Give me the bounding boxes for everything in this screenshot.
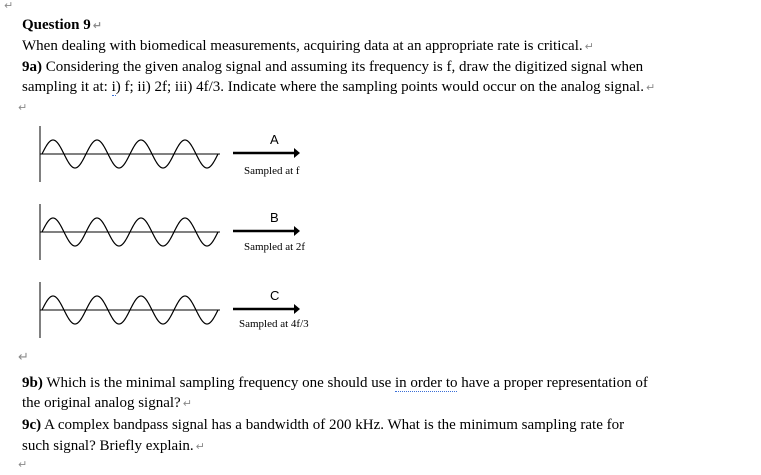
paragraph-mark: ↵ [645, 81, 656, 94]
q9b-text-1-pre: Which is the minimal sampling frequency one should use [42, 375, 395, 391]
q9c-text-2: such signal? Briefly explain. [22, 438, 194, 454]
q9b-text-2: the original analog signal? [22, 395, 181, 411]
paragraph-mark: ↵ [182, 397, 192, 410]
paragraph-mark: ↵ [4, 0, 14, 12]
figure-row-c [38, 278, 308, 338]
q9c-line-2 [22, 437, 205, 456]
q9a-text-2-i: i [111, 79, 116, 95]
paragraph-mark: ↵ [195, 440, 205, 453]
figure-row-a [38, 122, 308, 182]
intro-paragraph [22, 37, 594, 56]
question-title-text: Question 9 [22, 17, 91, 33]
q9b-text-1-link: in order to [395, 375, 458, 391]
figure-caption-b: Sampled at 2f [244, 241, 306, 253]
q9c-text-1: A complex bandpass signal has a bandwidth of 200 kHz. What is the minimum sampling rate for [41, 417, 625, 433]
q9a-label: 9a) [22, 59, 42, 75]
q9c-label: 9c) [22, 417, 42, 433]
analog-signal-c [38, 278, 308, 340]
q9c-line-1 [22, 416, 624, 434]
q9b-label: 9b) [22, 375, 43, 391]
paragraph-mark: ↵ [18, 458, 28, 471]
q9a-text-1: Considering the given analog signal and assuming its frequency is f, draw the digitized signal when [42, 59, 644, 75]
paragraph-mark: ↵ [18, 101, 28, 114]
question-title [22, 16, 102, 35]
figure-caption-c: Sampled at 4f/3 [239, 318, 309, 330]
q9b-text-1-post: have a proper representation of [457, 375, 648, 391]
q9a-text-2-pre: sampling it at: [22, 79, 112, 95]
paragraph-mark: ↵ [584, 40, 594, 53]
q9a-line-2 [22, 78, 655, 97]
figure-caption-a: Sampled at f [244, 165, 300, 177]
q9a-text-2-post: ) f; ii) 2f; iii) 4f/3. Indicate where the sampling points would occur on the analog signal. [115, 79, 644, 95]
figure-letter-c: C [270, 288, 280, 303]
paragraph-mark: ↵ [18, 350, 29, 365]
paragraph-mark: ↵ [92, 19, 102, 32]
q9a-line-1 [22, 58, 643, 76]
q9b-line-2 [22, 394, 192, 413]
figure-row-b [38, 200, 308, 260]
intro-text: When dealing with biomedical measurements, acquiring data at an appropriate rate is critical. [22, 38, 583, 54]
figure-letter-b: B [270, 210, 279, 225]
q9b-line-1 [22, 374, 648, 392]
figure-letter-a: A [270, 132, 279, 147]
